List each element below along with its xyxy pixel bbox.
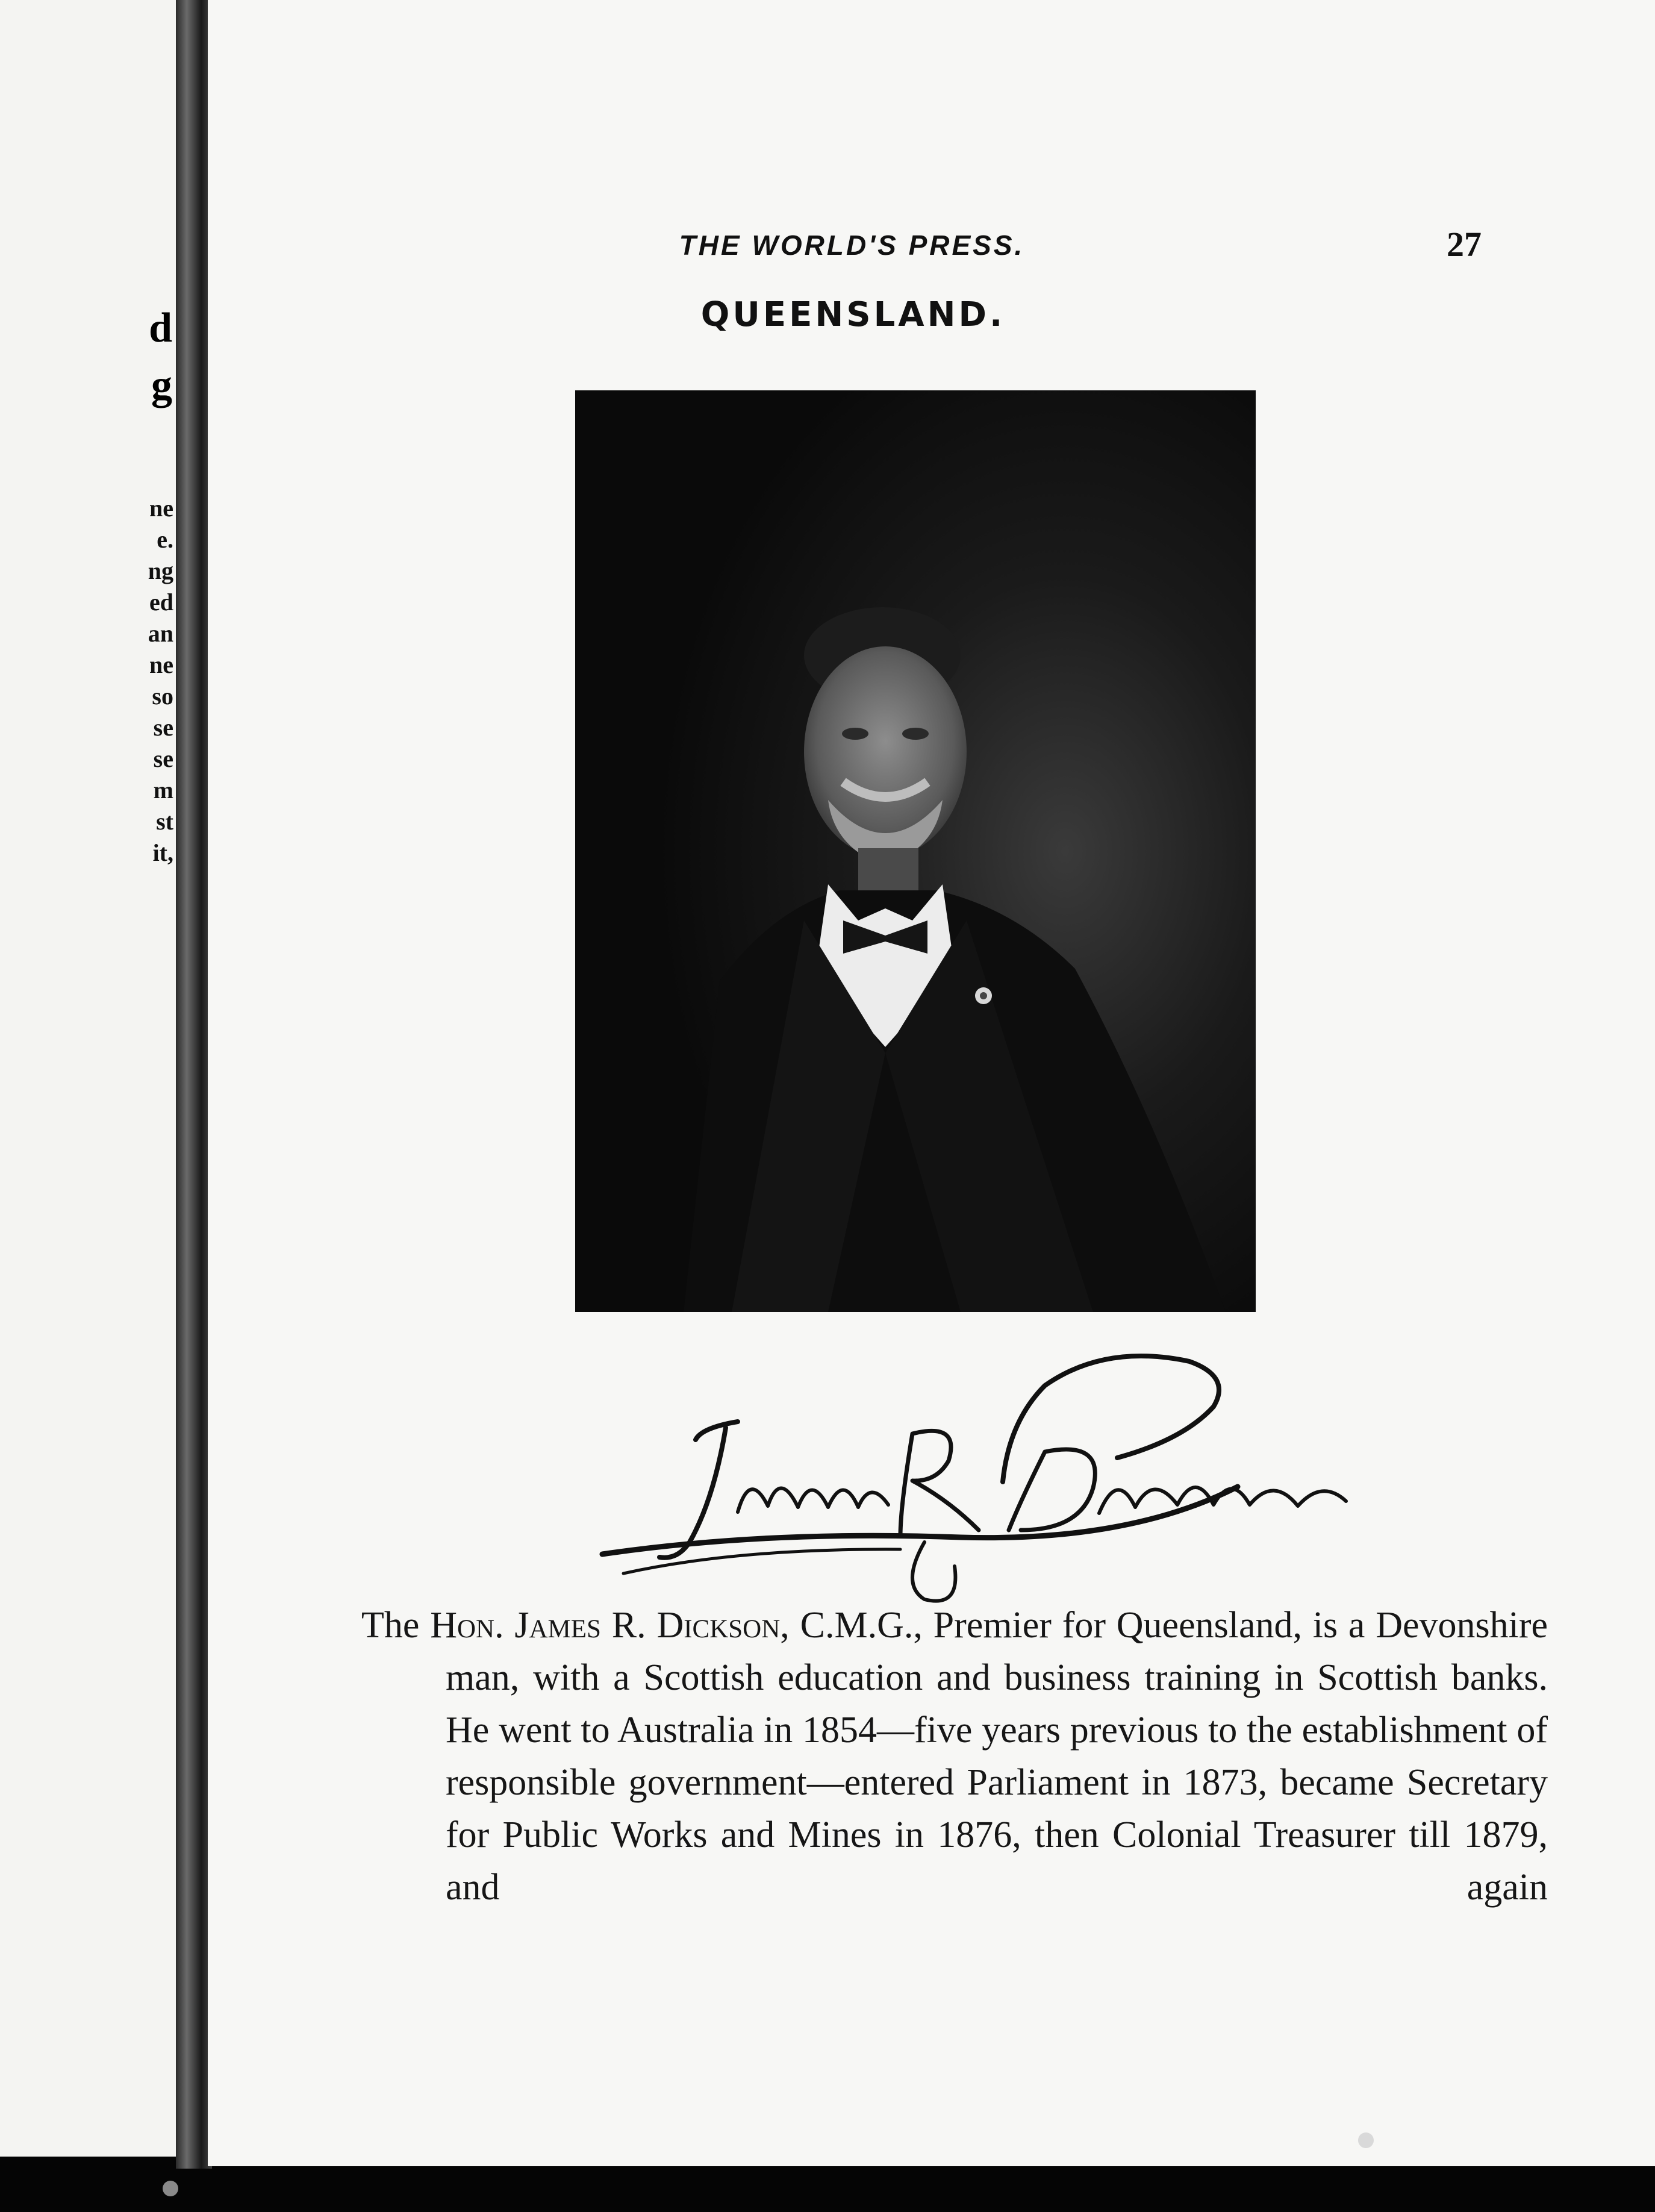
left-page-line: st — [156, 808, 173, 835]
left-page-line: se — [153, 745, 173, 772]
scanner-dust — [163, 2181, 178, 2196]
left-page-line: ed — [149, 589, 173, 616]
left-page-line: so — [152, 683, 173, 710]
first-name: James — [514, 1605, 601, 1646]
paper-smudge — [1358, 2132, 1374, 2148]
left-page-line: ne — [149, 651, 173, 678]
portrait-photo — [575, 390, 1256, 1312]
running-head: THE WORLD'S PRESS. — [679, 230, 1025, 261]
left-page-line: ng — [148, 557, 173, 584]
left-page-line: an — [148, 620, 173, 647]
page-number: 27 — [1447, 225, 1482, 264]
section-title: QUEENSLAND. — [700, 295, 1006, 334]
left-page-line: se — [153, 714, 173, 741]
signature-autograph — [587, 1349, 1442, 1608]
left-page-line: e. — [157, 526, 173, 553]
left-page-fragment: d — [149, 305, 172, 351]
surname: Dickson — [656, 1605, 781, 1646]
paragraph-text: , C.M.G., Premier for Queensland, is a Devonshire man, with a Scottish education and business training in Scottish banks. He went to Australia in 1854—five years previous to the establishment of responsible government—entered Parliament in 1873, became Secretary for Public Works and Mines in 1876, then Colonial Treasurer till 1879, and again — [446, 1605, 1548, 1908]
left-page-line: it, — [152, 839, 173, 866]
left-page-fragment: g — [151, 362, 172, 408]
middle-initial: R. — [611, 1605, 646, 1646]
left-page-line: m — [153, 776, 173, 804]
right-page — [208, 0, 1655, 2166]
left-page-line: ne — [149, 495, 173, 522]
paragraph-lead: The — [361, 1605, 420, 1646]
portrait-illustration — [575, 390, 1256, 1312]
book-spine — [176, 0, 212, 2169]
honorific: Hon. — [430, 1605, 504, 1646]
body-paragraph — [361, 1599, 1548, 1914]
left-page-line-fragments — [148, 493, 173, 869]
left-page — [0, 0, 181, 2157]
